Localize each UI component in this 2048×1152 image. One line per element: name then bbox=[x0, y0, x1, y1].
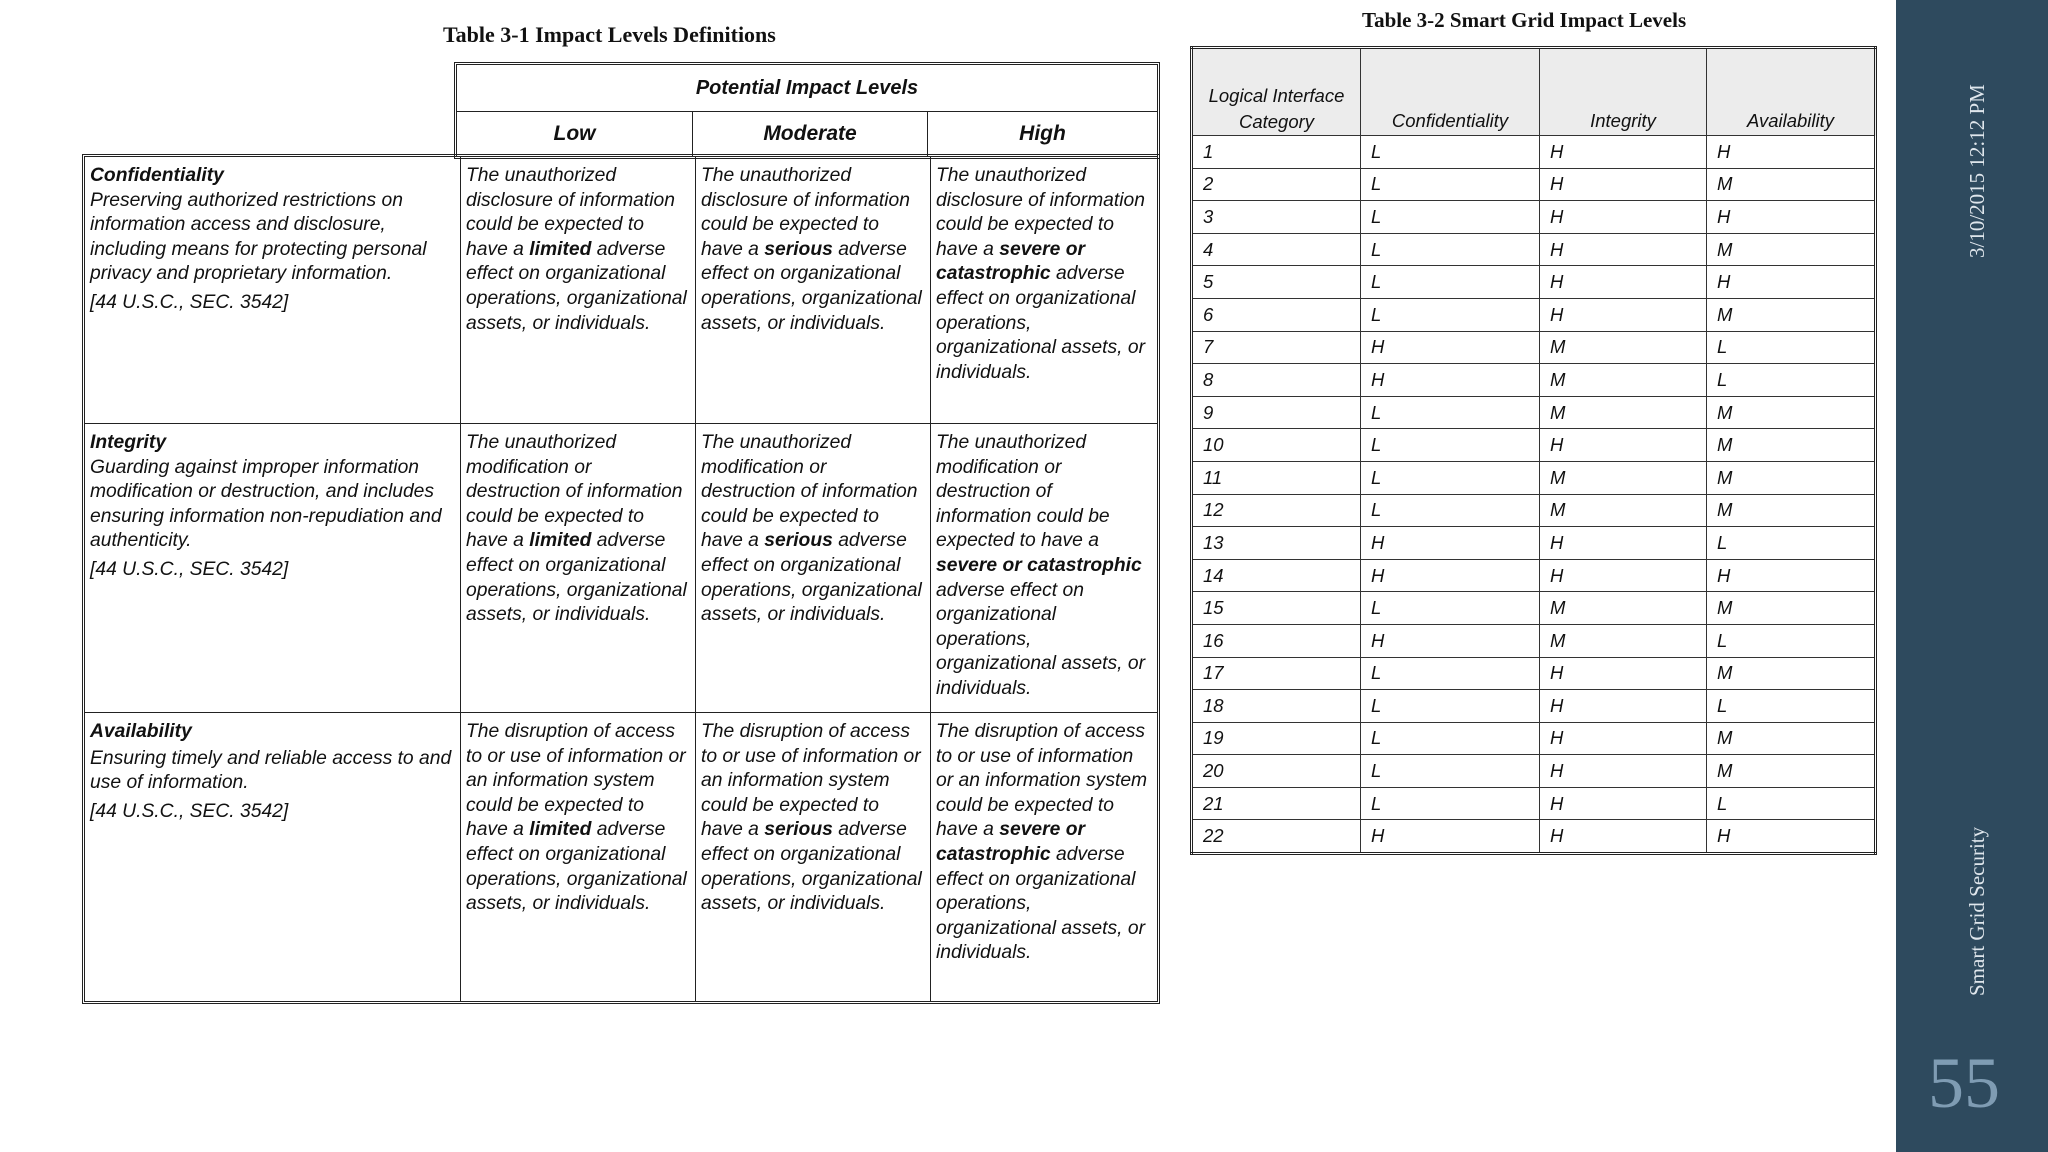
slide-date: 3/10/2015 12:12 PM bbox=[1965, 84, 1989, 258]
row-category-cell: 2 bbox=[1192, 168, 1361, 201]
table-row bbox=[1192, 266, 1876, 299]
integrity-cell: H bbox=[1540, 722, 1707, 755]
confidentiality-cell: L bbox=[1361, 429, 1540, 462]
availability-cell: M bbox=[1707, 233, 1876, 266]
row-category-cell: 10 bbox=[1192, 429, 1361, 462]
page-number: 55 bbox=[1928, 1043, 2000, 1123]
integrity-cell: H bbox=[1540, 429, 1707, 462]
availability-cell: L bbox=[1707, 690, 1876, 723]
confidentiality-cell: H bbox=[1361, 364, 1540, 397]
cell-moderate: The unauthorized disclosure of information could be expected to have a serious adverse effect on organizational operations, organizational assets, or individuals. bbox=[695, 157, 930, 423]
table1-row-confidentiality bbox=[85, 157, 1157, 424]
row-category-cell: 6 bbox=[1192, 298, 1361, 331]
row-category-cell: 12 bbox=[1192, 494, 1361, 527]
row-category-cell: 21 bbox=[1192, 787, 1361, 820]
level-moderate-header: Moderate bbox=[692, 112, 927, 156]
row-category-cell: 15 bbox=[1192, 592, 1361, 625]
availability-cell: M bbox=[1707, 168, 1876, 201]
integrity-cell: M bbox=[1540, 364, 1707, 397]
table-row bbox=[1192, 624, 1876, 657]
confidentiality-cell: L bbox=[1361, 755, 1540, 788]
row-category-cell: 22 bbox=[1192, 820, 1361, 854]
integrity-cell: H bbox=[1540, 233, 1707, 266]
integrity-cell: H bbox=[1540, 298, 1707, 331]
confidentiality-cell: L bbox=[1361, 168, 1540, 201]
table-row bbox=[1192, 331, 1876, 364]
confidentiality-cell: L bbox=[1361, 233, 1540, 266]
confidentiality-cell: H bbox=[1361, 624, 1540, 657]
table1-caption: Table 3-1 Impact Levels Definitions bbox=[443, 22, 776, 47]
integrity-cell: H bbox=[1540, 787, 1707, 820]
row-description: Guarding against improper information modification or destruction, and includes ensuring information non-repudiation and authenticity. bbox=[90, 456, 442, 552]
cell-low: The unauthorized modification or destruction of information could be expected to have a limited adverse effect on organizational operations, organizational assets, or individuals. bbox=[460, 424, 695, 712]
potential-impact-levels-header: Potential Impact Levels bbox=[457, 65, 1157, 112]
row-label-cell bbox=[85, 713, 460, 1001]
row-category-cell: 4 bbox=[1192, 233, 1361, 266]
confidentiality-cell: L bbox=[1361, 722, 1540, 755]
table-row bbox=[1192, 233, 1876, 266]
cell-moderate: The disruption of access to or use of information or an information system could be expected to have a serious adverse effect on organizational operations, organizational assets, or individuals. bbox=[695, 713, 930, 1001]
table-row bbox=[1192, 592, 1876, 625]
integrity-cell: H bbox=[1540, 690, 1707, 723]
row-category-cell: 7 bbox=[1192, 331, 1361, 364]
row-category-cell: 9 bbox=[1192, 396, 1361, 429]
row-category-cell: 14 bbox=[1192, 559, 1361, 592]
table-row bbox=[1192, 657, 1876, 690]
integrity-cell: H bbox=[1540, 168, 1707, 201]
table-row bbox=[1192, 722, 1876, 755]
integrity-cell: H bbox=[1540, 266, 1707, 299]
confidentiality-cell: H bbox=[1361, 820, 1540, 854]
cell-low: The unauthorized disclosure of information could be expected to have a limited adverse effect on organizational operations, organizational assets, or individuals. bbox=[460, 157, 695, 423]
confidentiality-cell: H bbox=[1361, 559, 1540, 592]
availability-cell: M bbox=[1707, 429, 1876, 462]
table-row bbox=[1192, 494, 1876, 527]
availability-cell: M bbox=[1707, 494, 1876, 527]
row-category-cell: 1 bbox=[1192, 136, 1361, 169]
table1-header bbox=[454, 62, 1160, 159]
integrity-cell: H bbox=[1540, 820, 1707, 854]
row-category-cell: 20 bbox=[1192, 755, 1361, 788]
row-label-cell bbox=[85, 424, 460, 712]
confidentiality-cell: L bbox=[1361, 592, 1540, 625]
integrity-cell: H bbox=[1540, 136, 1707, 169]
availability-cell: M bbox=[1707, 461, 1876, 494]
integrity-cell: H bbox=[1540, 657, 1707, 690]
availability-cell: H bbox=[1707, 136, 1876, 169]
availability-cell: M bbox=[1707, 396, 1876, 429]
cell-high: The unauthorized modification or destruction of information could be expected to have a severe or catastrophic adverse effect on organizational operations, organizational assets, or individuals. bbox=[930, 424, 1157, 712]
integrity-cell: M bbox=[1540, 331, 1707, 364]
table-row bbox=[1192, 690, 1876, 723]
level-high-header: High bbox=[927, 112, 1157, 156]
integrity-cell: M bbox=[1540, 624, 1707, 657]
table-row bbox=[1192, 755, 1876, 788]
row-description: Preserving authorized restrictions on information access and disclosure, including means for protecting personal privacy and proprietary information. bbox=[90, 189, 427, 285]
table1-body bbox=[82, 154, 1160, 1004]
row-category-cell: 5 bbox=[1192, 266, 1361, 299]
row-category-cell: 3 bbox=[1192, 201, 1361, 234]
integrity-cell: M bbox=[1540, 494, 1707, 527]
header-availability: Availability bbox=[1707, 48, 1876, 136]
table-row bbox=[1192, 527, 1876, 560]
availability-cell: L bbox=[1707, 364, 1876, 397]
availability-cell: L bbox=[1707, 787, 1876, 820]
header-confidentiality: Confidentiality bbox=[1361, 48, 1540, 136]
confidentiality-cell: L bbox=[1361, 396, 1540, 429]
row-citation: [44 U.S.C., SEC. 3542] bbox=[90, 558, 289, 580]
confidentiality-cell: L bbox=[1361, 136, 1540, 169]
integrity-cell: M bbox=[1540, 592, 1707, 625]
table-row bbox=[1192, 298, 1876, 331]
integrity-cell: H bbox=[1540, 527, 1707, 560]
smart-grid-impact-table bbox=[1190, 46, 1877, 855]
table-row bbox=[1192, 364, 1876, 397]
row-description: Ensuring timely and reliable access to and use of information. bbox=[90, 747, 452, 794]
table-row bbox=[1192, 559, 1876, 592]
table-row bbox=[1192, 396, 1876, 429]
cell-moderate: The unauthorized modification or destruction of information could be expected to have a serious adverse effect on organizational operations, organizational assets, or individuals. bbox=[695, 424, 930, 712]
table1-row-integrity bbox=[85, 424, 1157, 713]
integrity-cell: H bbox=[1540, 559, 1707, 592]
confidentiality-cell: L bbox=[1361, 298, 1540, 331]
table-row bbox=[1192, 429, 1876, 462]
availability-cell: M bbox=[1707, 722, 1876, 755]
integrity-cell: M bbox=[1540, 396, 1707, 429]
slide-footer-title: Smart Grid Security bbox=[1965, 826, 1989, 996]
availability-cell: M bbox=[1707, 657, 1876, 690]
row-citation: [44 U.S.C., SEC. 3542] bbox=[90, 800, 289, 822]
availability-cell: M bbox=[1707, 298, 1876, 331]
availability-cell: L bbox=[1707, 331, 1876, 364]
level-low-header: Low bbox=[553, 122, 596, 145]
integrity-cell: H bbox=[1540, 201, 1707, 234]
confidentiality-cell: H bbox=[1361, 331, 1540, 364]
impact-level-headers bbox=[457, 112, 1157, 156]
availability-cell: L bbox=[1707, 527, 1876, 560]
row-category-cell: 16 bbox=[1192, 624, 1361, 657]
row-label-cell bbox=[85, 157, 460, 423]
confidentiality-cell: L bbox=[1361, 266, 1540, 299]
cell-high: The disruption of access to or use of information or an information system could be expected to have a severe or catastrophic adverse effect on organizational operations, organizational assets, or individuals. bbox=[930, 713, 1157, 1001]
row-category-cell: 17 bbox=[1192, 657, 1361, 690]
row-citation: [44 U.S.C., SEC. 3542] bbox=[90, 291, 289, 313]
header-logical-interface-category: Logical Interface Category bbox=[1192, 48, 1361, 136]
row-category-cell: 8 bbox=[1192, 364, 1361, 397]
availability-cell: M bbox=[1707, 755, 1876, 788]
table-row bbox=[1192, 136, 1876, 169]
table-row bbox=[1192, 461, 1876, 494]
confidentiality-cell: L bbox=[1361, 690, 1540, 723]
availability-cell: M bbox=[1707, 592, 1876, 625]
table2-header-row bbox=[1192, 48, 1876, 136]
availability-cell: H bbox=[1707, 820, 1876, 854]
confidentiality-cell: L bbox=[1361, 461, 1540, 494]
confidentiality-cell: L bbox=[1361, 657, 1540, 690]
table2-body bbox=[1192, 136, 1876, 854]
availability-cell: H bbox=[1707, 201, 1876, 234]
cell-low: The disruption of access to or use of information or an information system could be expected to have a limited adverse effect on organizational operations, organizational assets, or individuals. bbox=[460, 713, 695, 1001]
row-category-cell: 11 bbox=[1192, 461, 1361, 494]
row-title: Availability bbox=[90, 721, 192, 742]
row-title: Integrity bbox=[90, 432, 167, 453]
availability-cell: H bbox=[1707, 266, 1876, 299]
integrity-cell: H bbox=[1540, 755, 1707, 788]
availability-cell: H bbox=[1707, 559, 1876, 592]
header-integrity: Integrity bbox=[1540, 48, 1707, 136]
confidentiality-cell: L bbox=[1361, 494, 1540, 527]
row-category-cell: 19 bbox=[1192, 722, 1361, 755]
confidentiality-cell: L bbox=[1361, 787, 1540, 820]
confidentiality-cell: H bbox=[1361, 527, 1540, 560]
cell-high: The unauthorized disclosure of information could be expected to have a severe or catastrophic adverse effect on organizational operations, organizational assets, or individuals. bbox=[930, 157, 1157, 423]
table-row bbox=[1192, 201, 1876, 234]
table-row bbox=[1192, 787, 1876, 820]
integrity-cell: M bbox=[1540, 461, 1707, 494]
confidentiality-cell: L bbox=[1361, 201, 1540, 234]
row-category-cell: 18 bbox=[1192, 690, 1361, 723]
availability-cell: L bbox=[1707, 624, 1876, 657]
row-title: Confidentiality bbox=[90, 165, 224, 186]
table1-row-availability bbox=[85, 713, 1157, 1001]
table2-caption: Table 3-2 Smart Grid Impact Levels bbox=[1362, 8, 1687, 32]
row-category-cell: 13 bbox=[1192, 527, 1361, 560]
table-row bbox=[1192, 168, 1876, 201]
table-row bbox=[1192, 820, 1876, 854]
